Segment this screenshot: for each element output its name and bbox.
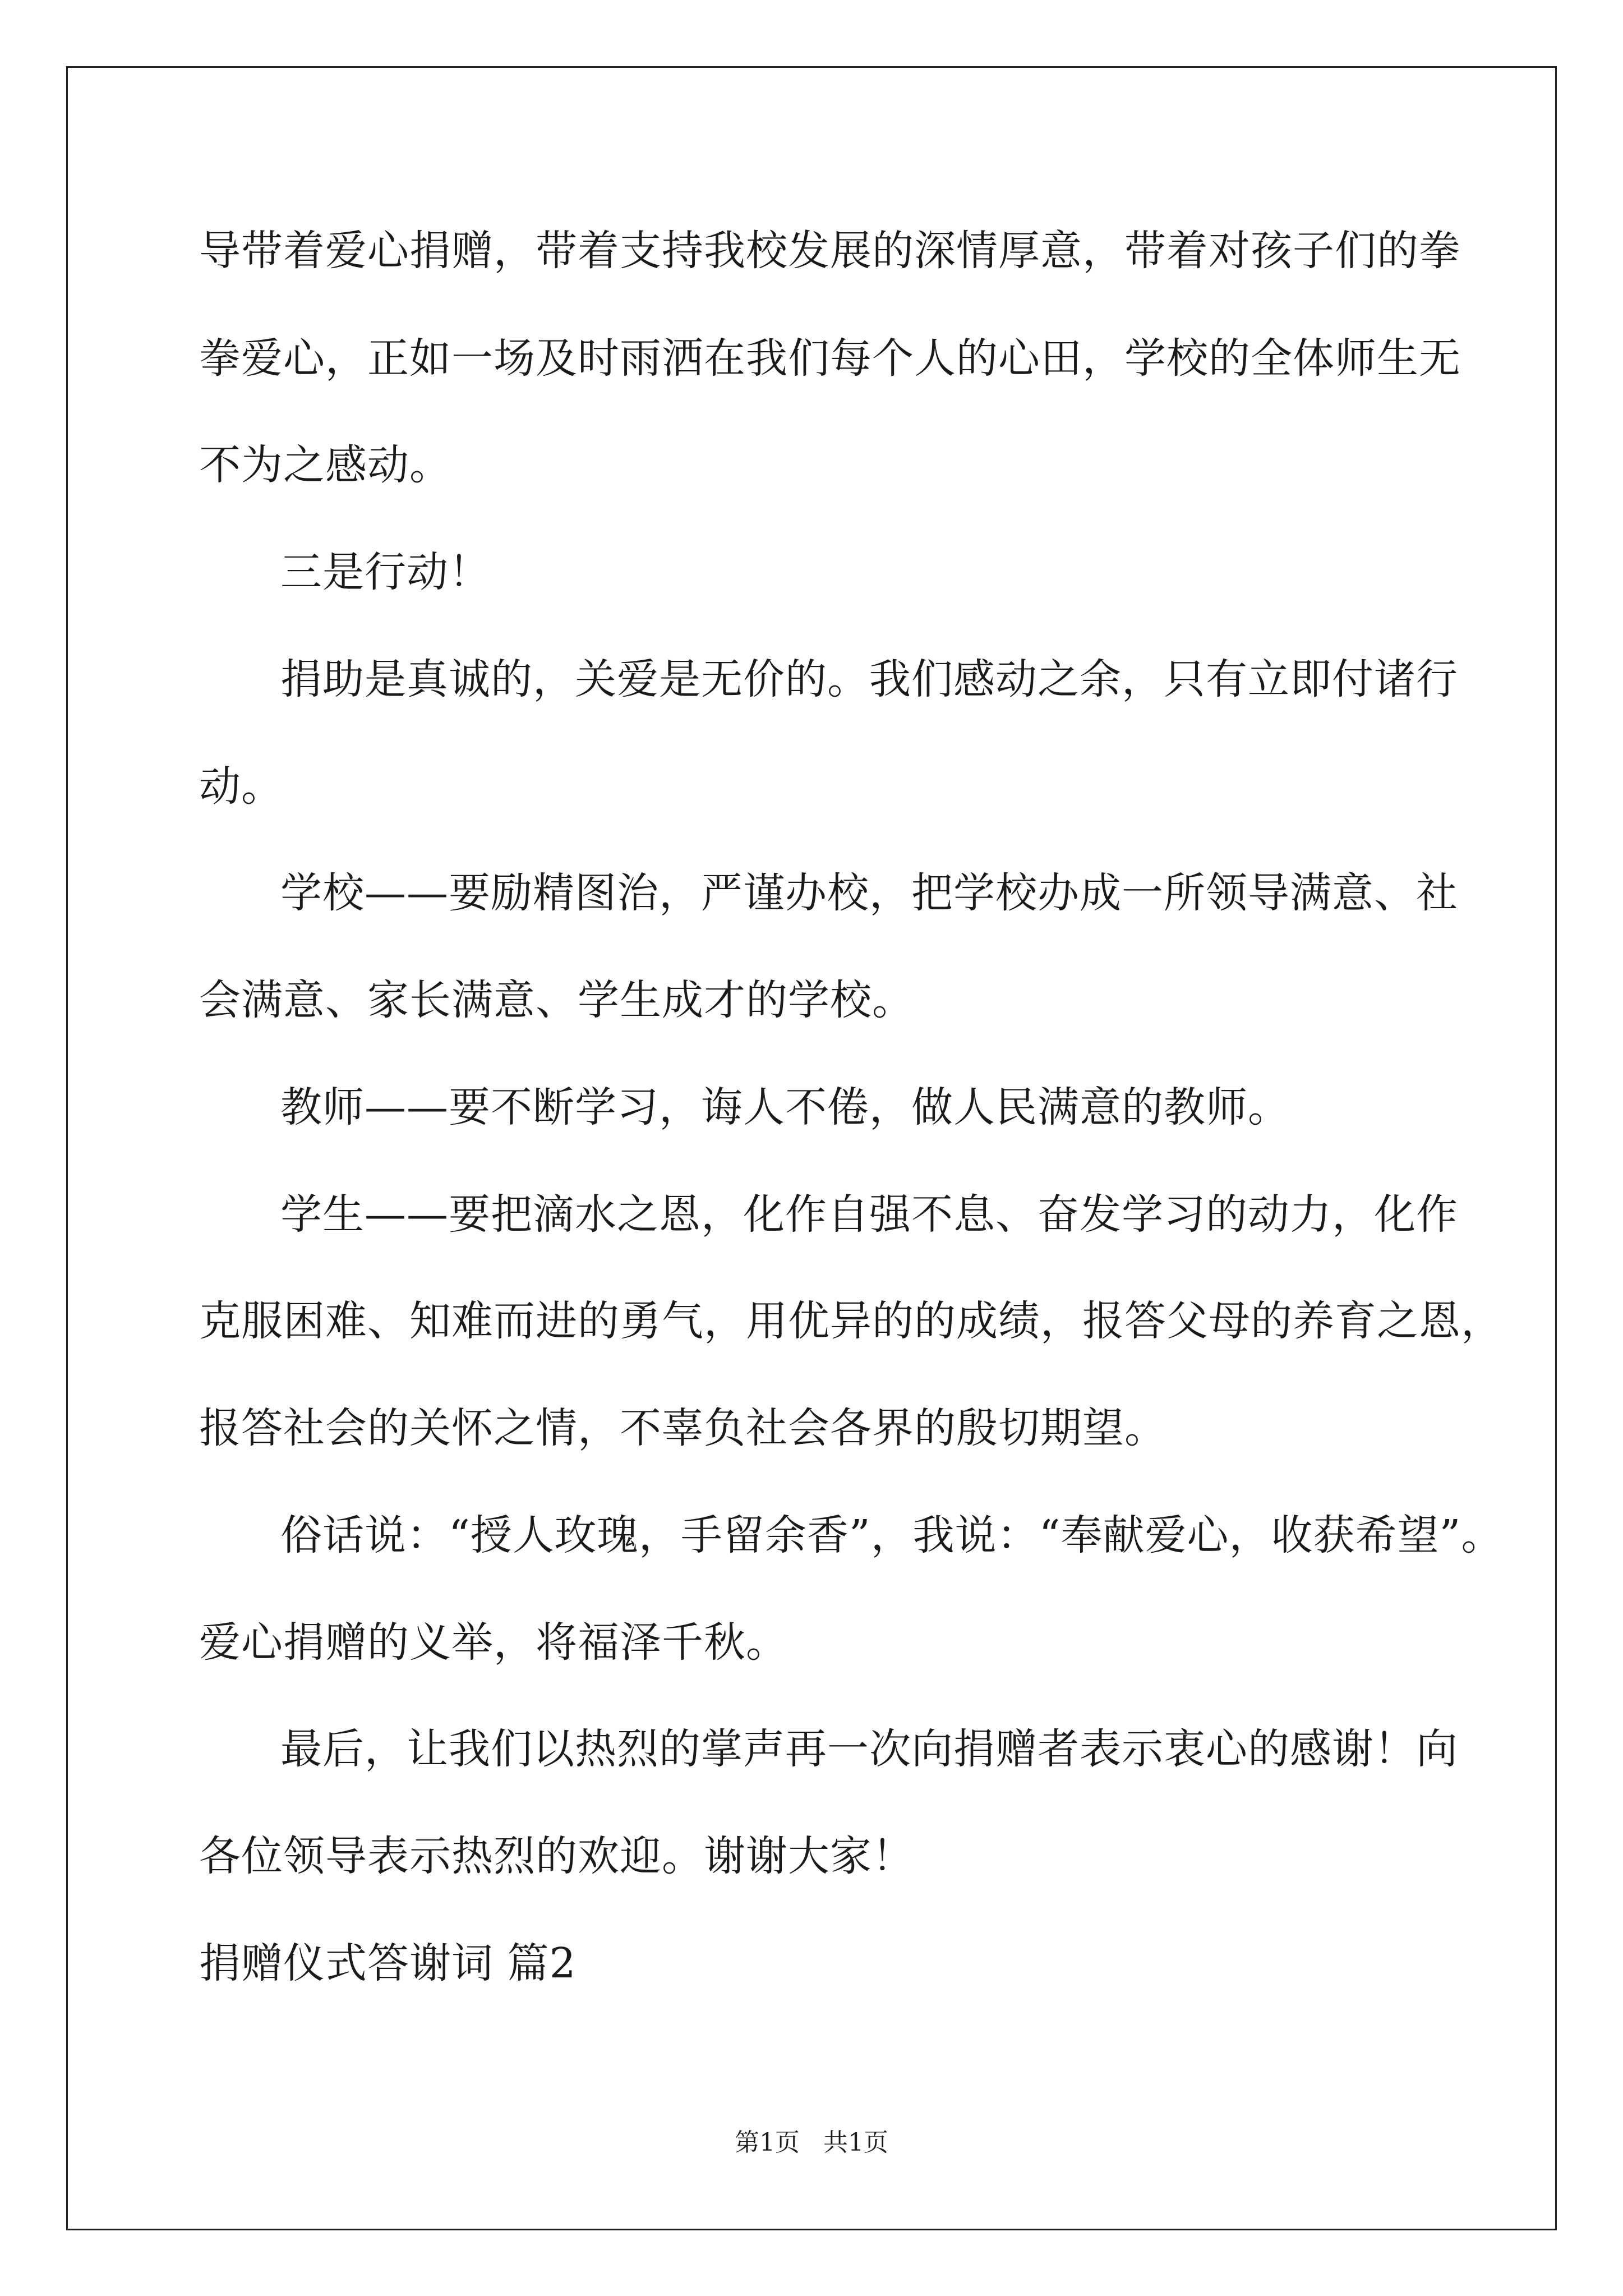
page-number-footer: 第1页 共1页 xyxy=(735,2128,888,2157)
body-text-line: 克服困难、知难而进的勇气，用优异的的成绩，报答父母的养育之恩， xyxy=(199,1297,1503,1345)
page-border xyxy=(66,66,1557,2230)
body-text-line: 不为之感动。 xyxy=(199,441,451,489)
body-text-line: 捐助是真诚的，关爱是无价的。我们感动之余，只有立即付诸行 xyxy=(280,655,1458,703)
body-text-line: 会满意、家长满意、学生成才的学校。 xyxy=(199,976,914,1024)
body-text-line: 爱心捐赠的义举，将福泽千秋。 xyxy=(199,1618,788,1667)
body-text-line: 教师——要不断学习，诲人不倦，做人民满意的教师。 xyxy=(280,1083,1290,1131)
body-text-line: 导带着爱心捐赠，带着支持我校发展的深情厚意，带着对孩子们的拳 xyxy=(199,227,1461,275)
body-text-line: 各位领导表示热烈的欢迎。谢谢大家！ xyxy=(199,1832,914,1880)
body-text-line: 动。 xyxy=(199,762,283,811)
body-text-line: 学生——要把滴水之恩，化作自强不息、奋发学习的动力，化作 xyxy=(280,1190,1458,1239)
body-text-line: 报答社会的关怀之情，不辜负社会各界的殷切期望。 xyxy=(199,1404,1166,1452)
body-text-line: 拳爱心，正如一场及时雨洒在我们每个人的心田，学校的全体师生无 xyxy=(199,334,1461,383)
article-title: 捐赠仪式答谢词 篇2 xyxy=(199,1939,577,1987)
body-text-line: 最后，让我们以热烈的掌声再一次向捐赠者表示衷心的感谢！向 xyxy=(280,1725,1458,1773)
body-text-line: 俗话说：“授人玫瑰，手留余香”，我说：“奉献爱心，收获希望”。 xyxy=(280,1511,1504,1559)
section-heading: 三是行动！ xyxy=(280,548,491,596)
body-text-line: 学校——要励精图治，严谨办校，把学校办成一所领导满意、社 xyxy=(280,869,1458,917)
